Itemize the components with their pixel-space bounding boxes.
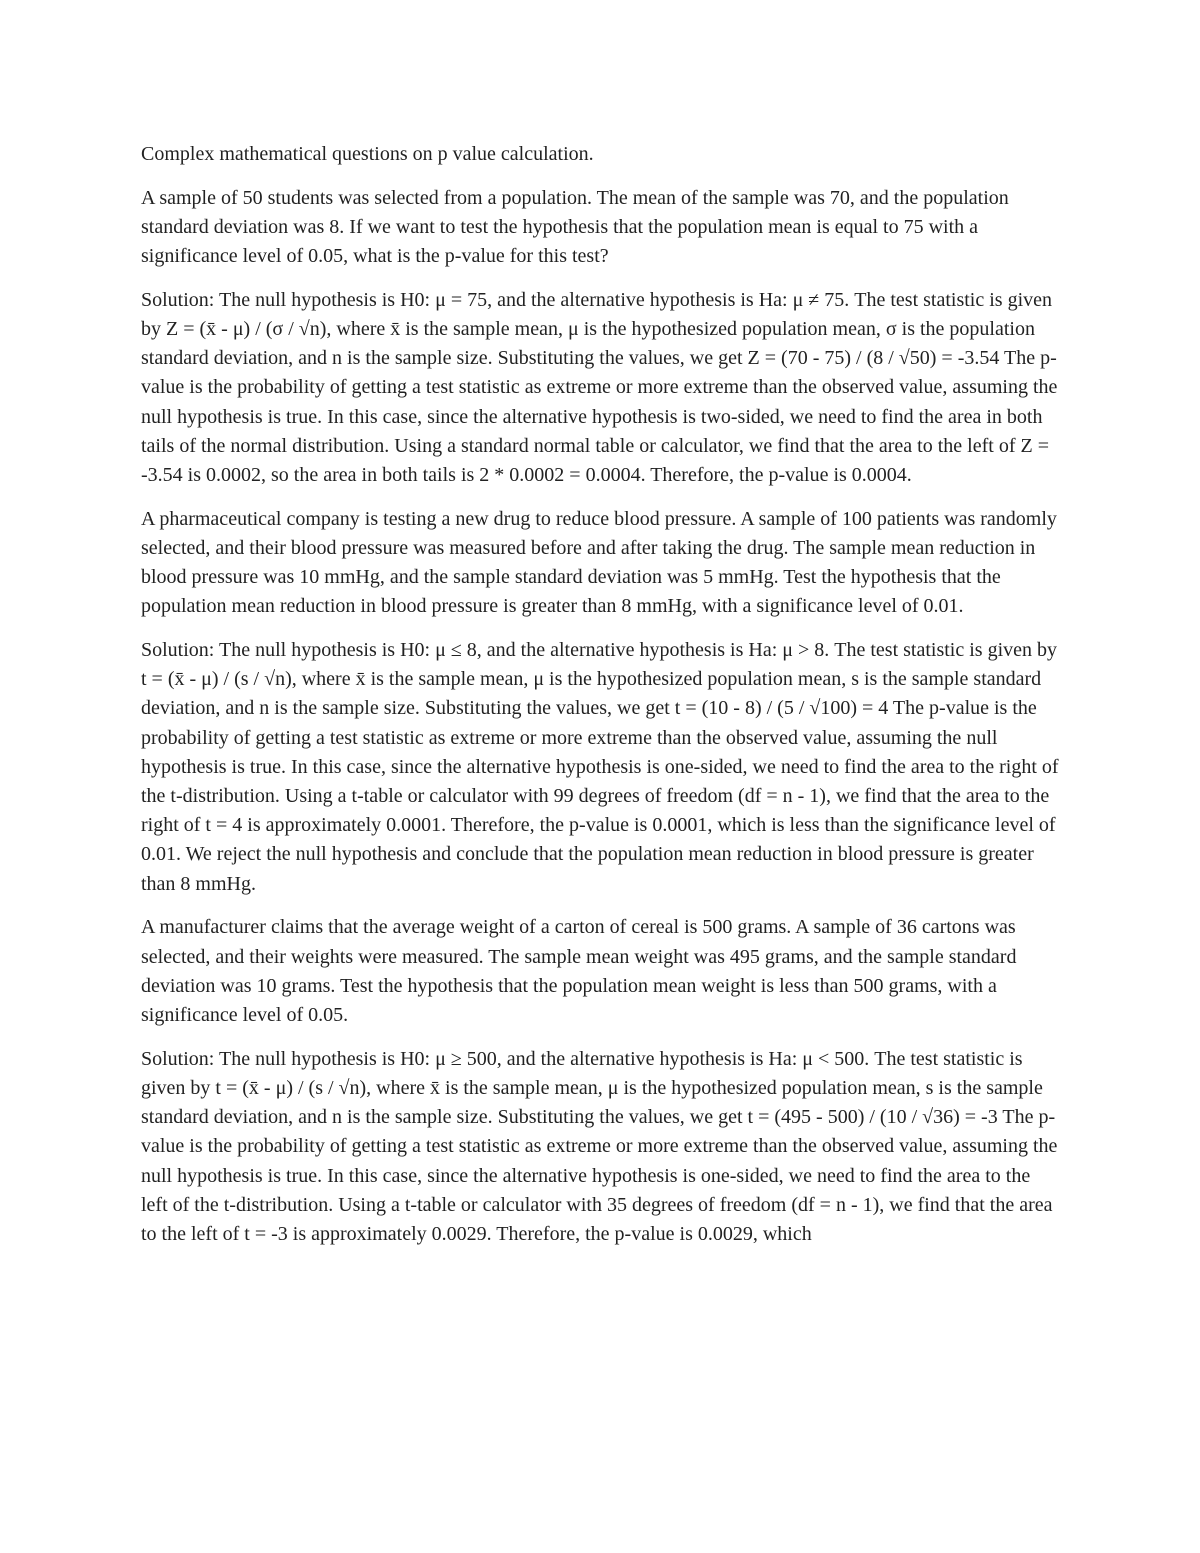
question-1: A sample of 50 students was selected from a population. The mean of the sample was 70, and the population standard deviation was 8. If we want to test the hypothesis that the population mean is equal to 75 with a significance level of 0.05, what is the p-value for this test? — [141, 186, 1009, 268]
document-title: Complex mathematical questions on p value calculation. — [141, 143, 594, 165]
question-2: A pharmaceutical company is testing a new drug to reduce blood pressure. A sample of 100 patients was randomly selected, and their blood pressure was measured before and after taking the drug. The sample mean reduction in blood pressure was 10 mmHg, and the sample standard deviation was 5 mmHg. Test the hypothesis that the population mean reduction in blood pressure is greater than 8 mmHg, with a significance level of 0.01. — [141, 507, 1057, 618]
question-3: A manufacturer claims that the average weight of a carton of cereal is 500 grams. A sample of 36 cartons was selected, and their weights were measured. The sample mean weight was 495 grams, and the sample standard deviation was 10 grams. Test the hypothesis that the population mean weight is less than 500 grams, with a significance level of 0.05. — [141, 916, 1017, 1026]
solution-2: Solution: The null hypothesis is H0: μ ≤ 8, and the alternative hypothesis is Ha: μ > 8. The test statistic is given by t = (x̄ - μ) / (s / √n), where x̄ is the sample mean, μ is the hypothesized population mean, s is the sample standard deviation, and n is the sample size. Substituting the values, we get t = (10 - 8) / (5 / √100) = 4 The p-value is the probability of getting a test statistic as extreme or more extreme than the observed value, assuming the null hypothesis is true. In this case, since the alternative hypothesis is one-sided, we need to find the area to the right of the t-distribution. Using a t-table or calculator with 99 degrees of freedom (df = n - 1), we find that the area to the right of t = 4 is approximately 0.0001. Therefore, the p-value is 0.0001, which is less than the significance level of 0.01. We reject the null hypothesis and conclude that the population mean reduction in blood pressure is greater than 8 mmHg. — [141, 639, 1059, 895]
solution-1: Solution: The null hypothesis is H0: μ = 75, and the alternative hypothesis is Ha: μ ≠ 75. The test statistic is given by Z = (x̄ - μ) / (σ / √n), where x̄ is the sample mean, μ is the hypothesized population mean, σ is the population standard deviation, and n is the sample size. Substituting the values, we get Z = (70 - 75) / (8 / √50) = -3.54 The p-value is the probability of getting a test statistic as extreme or more extreme than the observed value, assuming the null hypothesis is true. In this case, since the alternative hypothesis is two-sided, we need to find the area in both tails of the normal distribution. Using a standard normal table or calculator, we find that the area to the left of Z = -3.54 is 0.0002, so the area in both tails is 2 * 0.0002 = 0.0004. Therefore, the p-value is 0.0004. — [141, 288, 1058, 487]
document-body — [141, 140, 1061, 1264]
solution-3: Solution: The null hypothesis is H0: μ ≥ 500, and the alternative hypothesis is Ha: μ < 500. The test statistic is given by t = (x̄ - μ) / (s / √n), where x̄ is the sample mean, μ is the hypothesized population mean, s is the sample standard deviation, and n is the sample size. Substituting the values, we get t = (495 - 500) / (10 / √36) = -3 The p-value is the probability of getting a test statistic as extreme or more extreme than the observed value, assuming the null hypothesis is true. In this case, since the alternative hypothesis is one-sided, we need to find the area to the left of the t-distribution. Using a t-table or calculator with 35 degrees of freedom (df = n - 1), we find that the area to the left of t = -3 is approximately 0.0029. Therefore, the p-value is 0.0029, which — [141, 1047, 1058, 1245]
